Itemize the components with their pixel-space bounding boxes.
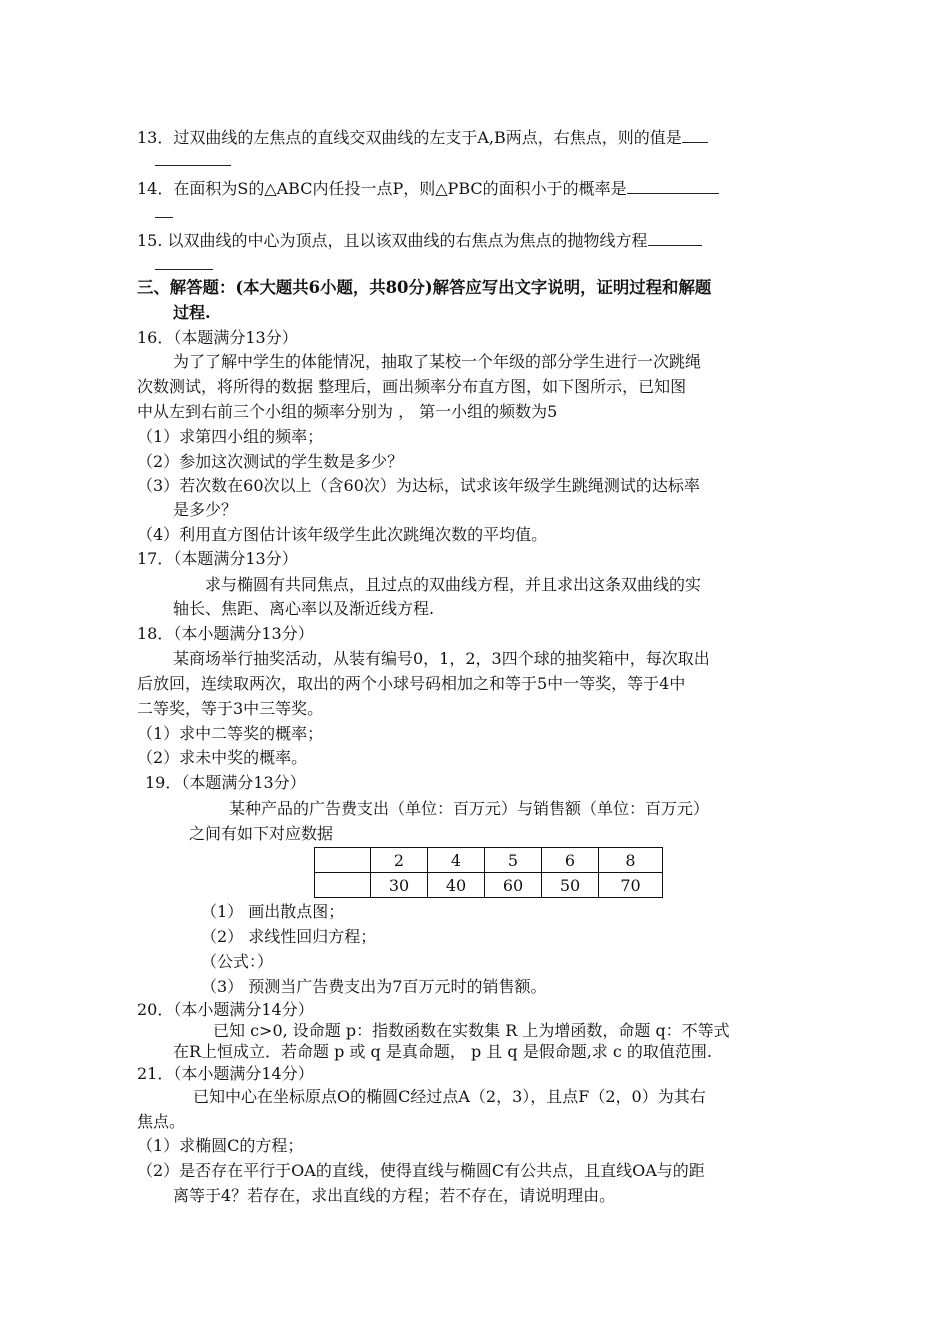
answer-blank bbox=[155, 201, 173, 218]
question-15-text: 15. 以双曲线的中心为顶点，且以该双曲线的右焦点为焦点的抛物线方程 bbox=[137, 231, 648, 250]
table-row bbox=[315, 873, 663, 898]
question-21-paragraph: 焦点。 bbox=[137, 1112, 186, 1131]
question-20-header: 20．（本小题满分14分） bbox=[137, 1000, 314, 1019]
question-16-paragraph: 中从左到右前三个小组的频率分别为 ， 第一小组的频数为5 bbox=[137, 402, 558, 421]
question-17-paragraph: 求与椭圆有共同焦点，且过点的双曲线方程，并且求出这条双曲线的实 bbox=[205, 575, 702, 594]
question-16-paragraph: 次数测试，将所得的数据 整理后，画出频率分布直方图，如下图所示，已知图 bbox=[137, 377, 687, 396]
table-cell: 2 bbox=[371, 848, 428, 873]
question-14-text: 14．在面积为S的△ABC内任投一点P，则△PBC的面积小于的概率是 bbox=[137, 179, 627, 198]
question-18-subquestion: （2）求未中奖的概率。 bbox=[137, 748, 308, 767]
question-21-paragraph: 已知中心在坐标原点O的椭圆C经过点A（2，3），且点F（2，0）为其右 bbox=[193, 1087, 706, 1106]
question-16-subquestion: （1）求第四小组的频率； bbox=[137, 427, 324, 446]
question-18-paragraph: 后放回，连续取两次，取出的两个小球号码相加之和等于5中一等奖，等于4中 bbox=[137, 674, 686, 693]
question-17-header: 17．（本题满分13分） bbox=[137, 549, 298, 568]
table-row bbox=[315, 848, 663, 873]
data-table bbox=[314, 847, 663, 898]
question-19-subquestion: （3） 预测当广告费支出为7百万元时的销售额。 bbox=[201, 977, 547, 996]
table-cell: 70 bbox=[599, 873, 663, 898]
table-cell bbox=[315, 873, 371, 898]
table-cell: 30 bbox=[371, 873, 428, 898]
table-cell: 50 bbox=[542, 873, 599, 898]
question-13-text: 13．过双曲线的左焦点的直线交双曲线的左支于A,B两点，右焦点，则的值是 bbox=[137, 128, 682, 147]
question-19-subquestion: （1） 画出散点图； bbox=[201, 902, 345, 921]
section-3-heading: 三、解答题：(本大题共6小题，共80分)解答应写出文字说明，证明过程和解题 bbox=[137, 278, 712, 297]
answer-blank bbox=[648, 229, 702, 246]
question-20-paragraph: 已知 c>0, 设命题 p：指数函数在实数集 R 上为增函数，命题 q：不等式 bbox=[213, 1021, 730, 1040]
question-13 bbox=[137, 126, 708, 150]
table-cell: 5 bbox=[485, 848, 542, 873]
answer-blank bbox=[627, 177, 719, 194]
question-15-blank-cont bbox=[155, 253, 213, 277]
question-18-header: 18．（本小题满分13分） bbox=[137, 624, 314, 643]
question-16-paragraph: 为了了解中学生的体能情况，抽取了某校一个年级的部分学生进行一次跳绳 bbox=[173, 352, 702, 371]
table-cell: 6 bbox=[542, 848, 599, 873]
question-15 bbox=[137, 229, 702, 253]
table-cell: 60 bbox=[485, 873, 542, 898]
question-16-header: 16．（本题满分13分） bbox=[137, 328, 298, 347]
question-21-subquestion-cont: 离等于4？若存在，求出直线的方程；若不存在，请说明理由。 bbox=[173, 1186, 616, 1205]
question-20-paragraph: 在R上恒成立．若命题 p 或 q 是真命题， p 且 q 是假命题,求 c 的取值范围. bbox=[173, 1042, 713, 1061]
question-21-subquestion: （2）是否存在平行于OA的直线，使得直线与椭圆C有公共点，且直线OA与的距 bbox=[137, 1161, 705, 1180]
question-17-paragraph: 轴长、焦距、离心率以及渐近线方程. bbox=[173, 599, 435, 618]
section-3-heading-cont: 过程. bbox=[173, 303, 211, 322]
table-cell: 4 bbox=[428, 848, 485, 873]
question-13-blank-cont bbox=[155, 149, 231, 173]
question-19-subquestion: （2） 求线性回归方程； bbox=[201, 927, 377, 946]
question-21-header: 21．（本小题满分14分） bbox=[137, 1064, 314, 1083]
question-18-paragraph: 某商场举行抽奖活动，从装有编号0，1，2，3四个球的抽奖箱中，每次取出 bbox=[173, 649, 710, 668]
answer-blank bbox=[155, 149, 231, 166]
question-21-subquestion: （1）求椭圆C的方程； bbox=[137, 1136, 304, 1155]
question-19-header: 19．（本题满分13分） bbox=[145, 773, 306, 792]
answer-blank bbox=[682, 126, 708, 143]
table-cell: 40 bbox=[428, 873, 485, 898]
table-cell: 8 bbox=[599, 848, 663, 873]
question-19-paragraph: 之间有如下对应数据 bbox=[189, 824, 334, 843]
question-14-blank-cont bbox=[155, 201, 173, 225]
table-cell bbox=[315, 848, 371, 873]
question-18-subquestion: （1）求中二等奖的概率； bbox=[137, 724, 324, 743]
question-18-paragraph: 二等奖，等于3中三等奖。 bbox=[137, 699, 324, 718]
question-19-paragraph: 某种产品的广告费支出（单位：百万元）与销售额（单位：百万元） bbox=[229, 799, 710, 818]
question-16-subquestion-cont: 是多少？ bbox=[173, 500, 238, 519]
question-19-formula: （公式：） bbox=[201, 952, 274, 971]
question-14 bbox=[137, 177, 719, 201]
question-16-subquestion: （4）利用直方图估计该年级学生此次跳绳次数的平均值。 bbox=[137, 525, 548, 544]
question-16-subquestion: （3）若次数在60次以上（含60次）为达标，试求该年级学生跳绳测试的达标率 bbox=[137, 476, 700, 495]
question-16-subquestion: （2）参加这次测试的学生数是多少？ bbox=[137, 452, 404, 471]
answer-blank bbox=[155, 253, 213, 270]
